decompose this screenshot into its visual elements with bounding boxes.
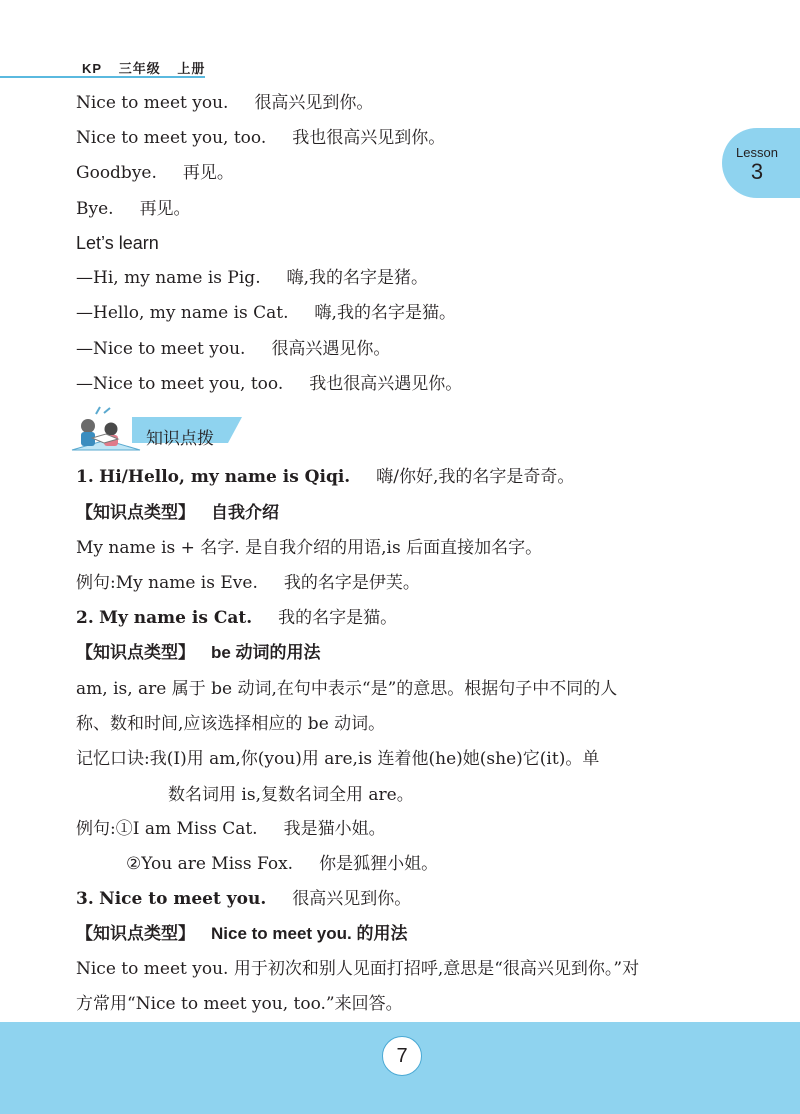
example-en: 例句:①I am Miss Cat. — [76, 819, 258, 839]
example-zh: 你是狐狸小姐。 — [319, 854, 439, 874]
section-badge-label: 知识点拨 — [146, 429, 214, 448]
page-number: 7 — [382, 1036, 422, 1076]
header-grade: 三年级 — [118, 61, 161, 76]
learn-line — [76, 302, 456, 324]
point-desc: am, is, are 属于 be 动词,在句中表示“是”的意思。根据句子中不同的人 — [76, 679, 618, 699]
example-en: 例句:My name is Eve. — [76, 573, 258, 593]
point-heading-zh: 我的名字是猫。 — [278, 608, 398, 628]
type-label: 【知识点类型】 — [76, 643, 195, 662]
type-label: 【知识点类型】 — [76, 503, 195, 522]
point-desc: Nice to meet you. 用于初次和别人见面打招呼,意思是“很高兴见到你。”对 — [76, 959, 640, 979]
kids-reading-icon — [72, 407, 140, 450]
point-heading-en: Nice to meet you. — [99, 889, 267, 909]
point-heading-zh: 嗨/你好,我的名字是奇奇。 — [376, 467, 575, 487]
point-type — [76, 502, 279, 524]
example-en: ②You are Miss Fox. — [126, 854, 294, 874]
point-desc: My name is + 名字. 是自我介绍的用语,is 后面直接加名字。 — [76, 538, 543, 558]
dialog-en: Bye. — [76, 199, 114, 219]
dialog-line — [76, 92, 373, 114]
memo-line: 数名词用 is,复数名词全用 are。 — [168, 785, 414, 805]
point-heading — [76, 607, 397, 629]
dialog-en: Nice to meet you. — [76, 93, 229, 113]
point-desc: 称、数和时间,应该选择相应的 be 动词。 — [76, 714, 386, 734]
example-zh: 我的名字是伊芙。 — [283, 573, 420, 593]
point-heading — [76, 888, 411, 910]
learn-line — [76, 338, 390, 360]
dialog-en: Nice to meet you, too. — [76, 128, 267, 148]
type-value: Nice to meet you. 的用法 — [211, 924, 408, 943]
point-example — [76, 818, 386, 840]
dialog-line — [76, 162, 234, 184]
point-number: 2. — [76, 608, 94, 628]
point-type — [76, 923, 407, 945]
learn-line — [76, 267, 428, 289]
learn-en: —Hi, my name is Pig. — [76, 268, 261, 288]
learn-en: —Nice to meet you, too. — [76, 374, 284, 394]
learn-en: —Nice to meet you. — [76, 339, 246, 359]
point-number: 1. — [76, 467, 94, 487]
type-value: be 动词的用法 — [211, 643, 321, 662]
type-label: 【知识点类型】 — [76, 924, 195, 943]
dialog-zh: 再见。 — [182, 163, 234, 183]
header-brand: KP — [82, 61, 103, 76]
header-volume: 上册 — [177, 61, 206, 76]
dialog-line — [76, 198, 191, 220]
page-header — [82, 58, 217, 77]
learn-line — [76, 373, 462, 395]
dialog-zh: 很高兴见到你。 — [254, 93, 374, 113]
point-number: 3. — [76, 889, 94, 909]
point-heading-en: Hi/Hello, my name is Qiqi. — [99, 467, 351, 487]
point-example — [126, 853, 438, 875]
dialog-line — [76, 127, 445, 149]
point-desc: 方常用“Nice to meet you, too.”来回答。 — [76, 994, 403, 1014]
lesson-label: Lesson — [736, 145, 778, 160]
header-rule — [0, 76, 205, 78]
point-type — [76, 642, 321, 664]
lesson-tab — [722, 128, 800, 198]
point-heading-en: My name is Cat. — [99, 608, 253, 628]
learn-zh: 嗨,我的名字是猪。 — [286, 268, 428, 288]
memo-line: 记忆口诀:我(I)用 am,你(you)用 are,is 连着他(he)她(she)它(it)。单 — [76, 749, 600, 769]
point-heading-zh: 很高兴见到你。 — [292, 889, 412, 909]
learn-en: —Hello, my name is Cat. — [76, 303, 289, 323]
dialog-en: Goodbye. — [76, 163, 157, 183]
type-value: 自我介绍 — [211, 503, 279, 522]
learn-zh: 我也很高兴遇见你。 — [309, 374, 463, 394]
example-zh: 我是猫小姐。 — [283, 819, 386, 839]
learn-zh: 很高兴遇见你。 — [271, 339, 391, 359]
lesson-number: 3 — [750, 159, 764, 184]
dialog-zh: 我也很高兴见到你。 — [292, 128, 446, 148]
learn-zh: 嗨,我的名字是猫。 — [314, 303, 456, 323]
dialog-zh: 再见。 — [139, 199, 191, 219]
point-heading — [76, 466, 574, 488]
point-example — [76, 572, 420, 594]
lets-learn-title: Let’s learn — [76, 233, 159, 253]
